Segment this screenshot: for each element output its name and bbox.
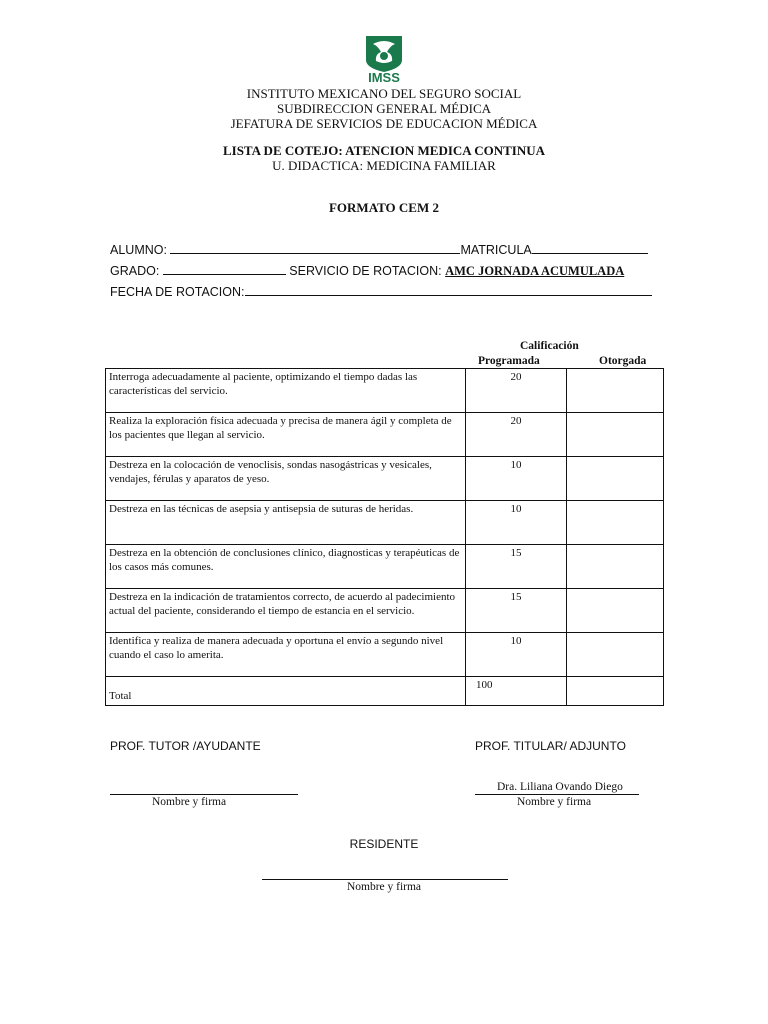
otorgada-cell[interactable]	[567, 369, 664, 413]
table-row	[106, 369, 664, 413]
svg-text:IMSS: IMSS	[368, 70, 400, 84]
otorgada-cell[interactable]	[567, 589, 664, 633]
programada-cell: 10	[466, 457, 567, 501]
titular-nombre-firma: Nombre y firma	[517, 796, 592, 808]
otorgada-header: Otorgada	[599, 355, 647, 367]
grado-label: GRADO:	[110, 264, 160, 278]
residente-nombre-firma: Nombre y firma	[346, 881, 422, 893]
programada-cell: 20	[466, 369, 567, 413]
document-title: LISTA DE COTEJO: ATENCION MEDICA CONTINUA	[222, 143, 546, 158]
matricula-field[interactable]	[532, 242, 648, 254]
tutor-signature-line[interactable]	[110, 794, 298, 795]
grado-row	[110, 263, 624, 279]
matricula-label: MATRICULA	[460, 243, 532, 257]
table-row	[106, 501, 664, 545]
servicio-value: AMC JORNADA ACUMULADA	[445, 264, 625, 278]
programada-cell: 15	[466, 589, 567, 633]
programada-header: Programada	[478, 355, 540, 367]
total-value: 100	[466, 677, 567, 706]
department-name: JEFATURA DE SERVICIOS DE EDUCACION MÉDICA	[230, 116, 538, 131]
criterion-cell: Destreza en la obtención de conclusiones clínico, diagnosticas y terapéuticas de los casos más comunes.	[106, 545, 466, 589]
fecha-row	[110, 284, 652, 300]
tutor-nombre-firma: Nombre y firma	[152, 796, 227, 808]
titular-name: Dra. Liliana Ovando Diego	[497, 781, 623, 793]
criterion-cell: Realiza la exploración física adecuada y precisa de manera ágil y completa de los pacientes que llegan al servicio.	[106, 413, 466, 457]
table-row	[106, 457, 664, 501]
criterion-cell: Destreza en la colocación de venoclisis, sondas nasogástricas y vesicales, vendajes, férulas y aparatos de yeso.	[106, 457, 466, 501]
alumno-label: ALUMNO:	[110, 243, 167, 257]
document-subtitle: U. DIDACTICA: MEDICINA FAMILIAR	[272, 158, 496, 173]
criterion-cell: Destreza en las técnicas de asepsia y antisepsia de suturas de heridas.	[106, 501, 466, 545]
fecha-field[interactable]	[245, 284, 652, 296]
imss-logo	[363, 34, 405, 84]
table-row	[106, 545, 664, 589]
institution-name: INSTITUTO MEXICANO DEL SEGURO SOCIAL	[246, 86, 522, 101]
grado-field[interactable]	[163, 263, 286, 275]
residente-title: RESIDENTE	[349, 837, 419, 851]
format-label: FORMATO CEM 2	[328, 200, 439, 215]
titular-signature-line[interactable]	[475, 794, 639, 795]
subdirection-name: SUBDIRECCION GENERAL MÉDICA	[276, 101, 492, 116]
servicio-label: SERVICIO DE ROTACION:	[289, 264, 442, 278]
tutor-title: PROF. TUTOR /AYUDANTE	[110, 739, 261, 753]
total-row	[106, 677, 664, 706]
fecha-label: FECHA DE ROTACION:	[110, 285, 245, 299]
criterion-cell: Interroga adecuadamente al paciente, optimizando el tiempo dadas las características del servicio.	[106, 369, 466, 413]
total-otorgada-cell[interactable]	[567, 677, 664, 706]
otorgada-cell[interactable]	[567, 457, 664, 501]
programada-cell: 10	[466, 633, 567, 677]
otorgada-cell[interactable]	[567, 545, 664, 589]
alumno-field[interactable]	[170, 242, 460, 254]
criterion-cell: Destreza en la indicación de tratamientos correcto, de acuerdo al padecimiento actual del paciente, considerando el tiempo de estancia en el servicio.	[106, 589, 466, 633]
total-label: Total	[106, 677, 466, 706]
table-row	[106, 589, 664, 633]
alumno-row	[110, 242, 648, 258]
titular-title: PROF. TITULAR/ ADJUNTO	[475, 739, 626, 753]
residente-signature-line[interactable]	[262, 879, 508, 880]
criterion-cell: Identifica y realiza de manera adecuada y oportuna el envío a segundo nivel cuando el caso lo amerita.	[106, 633, 466, 677]
otorgada-cell[interactable]	[567, 413, 664, 457]
programada-cell: 10	[466, 501, 567, 545]
programada-cell: 15	[466, 545, 567, 589]
otorgada-cell[interactable]	[567, 633, 664, 677]
imss-eagle-icon	[363, 34, 405, 84]
table-row	[106, 413, 664, 457]
programada-cell: 20	[466, 413, 567, 457]
evaluation-table	[105, 368, 664, 706]
otorgada-cell[interactable]	[567, 501, 664, 545]
calificacion-header: Calificación	[520, 340, 579, 352]
table-row	[106, 633, 664, 677]
